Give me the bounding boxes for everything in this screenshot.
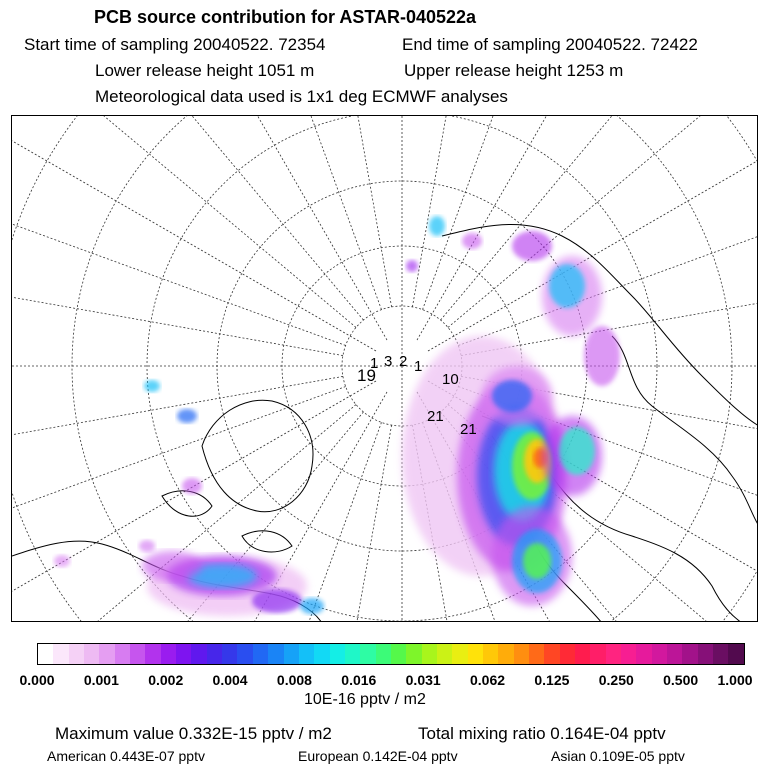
coastline-greenland (202, 400, 313, 512)
color-scale-tick-label: 0.016 (341, 672, 377, 688)
color-swatch (360, 644, 375, 664)
color-scale-tick-label: 0.002 (148, 672, 184, 688)
pole-label: 10 (442, 371, 459, 388)
color-swatch (191, 644, 206, 664)
european-contribution: European 0.142E-04 pptv (298, 748, 458, 764)
color-swatch (422, 644, 437, 664)
plume-patch (549, 264, 585, 308)
color-swatch (728, 644, 743, 664)
color-swatch (560, 644, 575, 664)
color-swatch (330, 644, 345, 664)
chart-title: PCB source contribution for ASTAR-040522a (94, 7, 477, 27)
color-swatch (406, 644, 421, 664)
plume-patch (144, 380, 160, 392)
color-swatch (621, 644, 636, 664)
color-swatch (314, 644, 329, 664)
plume-patch (406, 260, 418, 272)
max-value: Maximum value 0.332E-15 pptv / m2 (55, 724, 332, 743)
pole-label: 1 (370, 355, 379, 372)
color-scale-tick-label: 0.125 (534, 672, 570, 688)
meridian-line (458, 116, 758, 345)
color-scale-tick-label: 1.000 (717, 672, 753, 688)
color-swatch (590, 644, 605, 664)
plume-patch (584, 326, 620, 386)
plume-patch (182, 478, 202, 494)
color-swatch (437, 644, 452, 664)
color-swatch (145, 644, 160, 664)
color-swatch (253, 644, 268, 664)
color-scale-tick-label: 0.000 (19, 672, 55, 688)
color-swatch (130, 644, 145, 664)
color-swatch (345, 644, 360, 664)
color-scale-tick-label: 0.062 (470, 672, 506, 688)
color-scale-tick-label: 0.008 (276, 672, 312, 688)
pole-label: 21 (460, 421, 477, 438)
color-swatch (99, 644, 114, 664)
end-time: End time of sampling 20040522. 72422 (402, 35, 698, 54)
pole-label: 1 (414, 358, 423, 375)
color-swatch (498, 644, 513, 664)
color-swatch (652, 644, 667, 664)
asian-contribution: Asian 0.109E-05 pptv (551, 748, 685, 764)
plume-patch (54, 555, 70, 567)
color-scale-tick-label: 0.004 (212, 672, 248, 688)
pole-label: 21 (427, 408, 444, 425)
polar-map (11, 115, 758, 622)
start-time: Start time of sampling 20040522. 72354 (24, 35, 326, 54)
color-scale-bar (37, 643, 745, 665)
american-contribution: American 0.443E-07 pptv (47, 748, 205, 764)
plume-patch (300, 598, 324, 614)
meridian-line (12, 116, 356, 327)
upper-release-height: Upper release height 1253 m (404, 61, 624, 80)
meridian-line (12, 116, 363, 320)
color-swatch (207, 644, 222, 664)
lower-release-height: Lower release height 1051 m (95, 61, 315, 80)
color-swatch (483, 644, 498, 664)
color-swatch (237, 644, 252, 664)
color-swatch (529, 644, 544, 664)
color-swatch (514, 644, 529, 664)
pole-label: 2 (399, 353, 408, 370)
color-swatch (176, 644, 191, 664)
plume-patch (177, 409, 197, 423)
coastline-asia-interior (612, 336, 758, 526)
color-swatch (222, 644, 237, 664)
color-swatch (38, 644, 53, 664)
meridian-line (12, 116, 376, 351)
coastline-arctic-islands (162, 491, 292, 552)
color-swatch (452, 644, 467, 664)
total-mixing-ratio: Total mixing ratio 0.164E-04 pptv (418, 724, 666, 743)
plume-patch (492, 380, 532, 412)
pole-label: 3 (384, 353, 393, 370)
color-swatch (299, 644, 314, 664)
color-scale-tick-label: 0.500 (663, 672, 699, 688)
plume-patch (252, 589, 302, 613)
color-scale-tick-label: 0.031 (405, 672, 441, 688)
color-swatch (606, 644, 621, 664)
color-swatch (284, 644, 299, 664)
color-swatch (115, 644, 130, 664)
plume-patch (512, 231, 552, 261)
color-scale-unit: 10E-16 pptv / m2 (304, 691, 426, 708)
plume-patch (429, 216, 445, 236)
color-swatch (53, 644, 68, 664)
plume-patch (523, 543, 551, 579)
meridian-line (12, 210, 343, 356)
met-data-note: Meteorological data used is 1x1 deg ECMWF analyses (95, 87, 508, 106)
color-scale-tick-label: 0.250 (598, 672, 634, 688)
color-swatch (69, 644, 84, 664)
color-swatch (636, 644, 651, 664)
plume-patch (559, 427, 595, 475)
plume-patch (142, 551, 202, 581)
color-swatch (468, 644, 483, 664)
color-swatch (575, 644, 590, 664)
color-scale-tick-label: 0.001 (83, 672, 119, 688)
plume-patch (462, 233, 482, 249)
color-swatch (161, 644, 176, 664)
color-swatch (84, 644, 99, 664)
map-canvas (12, 116, 758, 622)
color-swatch (376, 644, 391, 664)
plume-patch (139, 540, 155, 552)
meridian-line (448, 116, 758, 327)
color-swatch (682, 644, 697, 664)
color-swatch (698, 644, 713, 664)
color-swatch (713, 644, 728, 664)
color-swatch (667, 644, 682, 664)
color-swatch (544, 644, 559, 664)
color-swatch (268, 644, 283, 664)
color-swatch (391, 644, 406, 664)
meridian-line (12, 116, 346, 345)
pole-label: 19 (357, 366, 376, 385)
contribution-field (54, 216, 620, 616)
coastlines (12, 224, 758, 622)
